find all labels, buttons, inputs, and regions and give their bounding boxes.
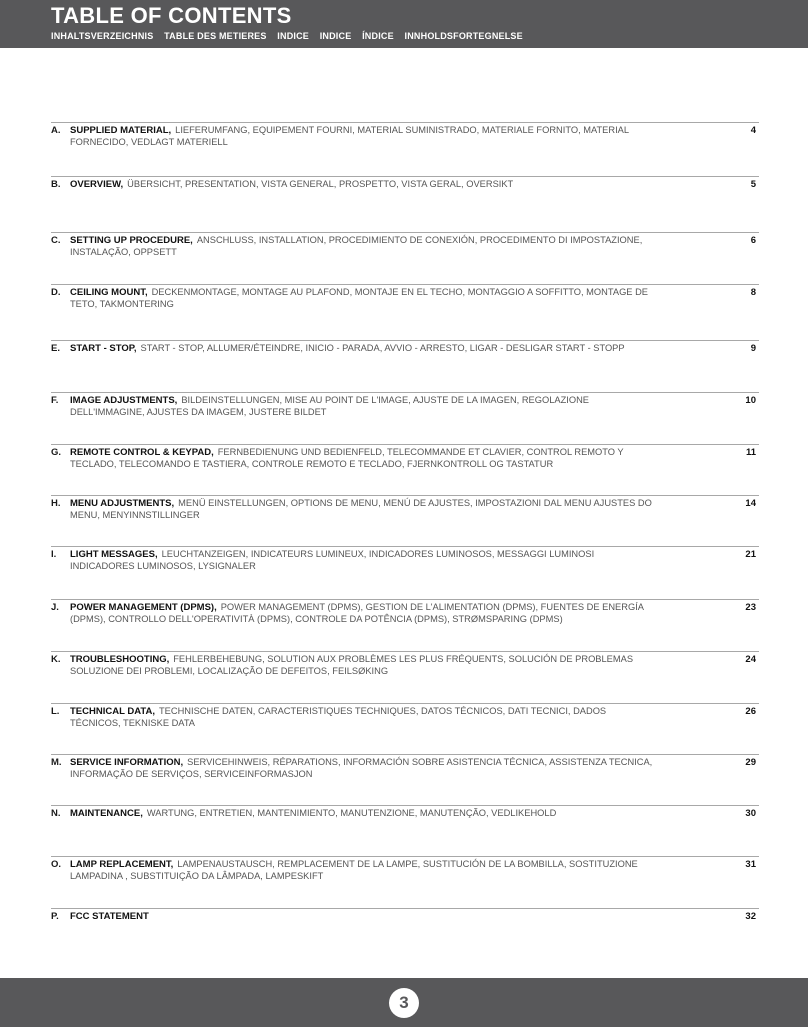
- toc-letter: B.: [51, 179, 61, 190]
- toc-letter: O.: [51, 859, 62, 870]
- toc-section-translations: BILDEINSTELLUNGEN, MISE AU POINT DE L'IMAGE, AJUSTE DE LA IMAGEN, REGOLAZIONE DELL'IMMAGINE, AJUSTES DA IMAGEM, JUSTERE BILDET: [70, 395, 589, 417]
- toc-section-title: IMAGE ADJUSTMENTS,: [70, 395, 178, 406]
- toc-section-title: OVERVIEW,: [70, 179, 124, 190]
- toc-letter: J.: [51, 602, 59, 613]
- toc-entry-text: [70, 757, 655, 780]
- toc-entry-text: [70, 498, 655, 521]
- toc-section-title: FCC STATEMENT: [70, 911, 149, 922]
- toc-entry[interactable]: [51, 754, 759, 779]
- title-translation: INNHOLDSFORTEGNELSE: [404, 31, 523, 41]
- title-translation: TABLE DES METIERES: [164, 31, 267, 41]
- toc-section-title: START - STOP,: [70, 343, 137, 354]
- toc-section-translations: WARTUNG, ENTRETIEN, MANTENIMIENTO, MANUTENZIONE, MANUTENÇÃO, VEDLIKEHOLD: [146, 808, 557, 818]
- title-translation: ÍNDICE: [362, 31, 394, 41]
- toc-letter: C.: [51, 235, 61, 246]
- toc-section-translations: ANSCHLUSS, INSTALLATION, PROCEDIMIENTO DE CONEXIÓN, PROCEDIMENTO DI IMPOSTAZIONE, INSTALAÇÃO, OPPSETT: [70, 235, 643, 257]
- toc-page-number: 6: [750, 235, 756, 246]
- toc-page-number: 30: [745, 808, 756, 819]
- toc-section-translations: ÜBERSICHT, PRESENTATION, VISTA GENERAL, PROSPETTO, VISTA GERAL, OVERSIKT: [127, 179, 514, 189]
- toc-section-translations: DECKENMONTAGE, MONTAGE AU PLAFOND, MONTAJE EN EL TECHO, MONTAGGIO A SOFFITTO, MONTAGE DE TETO, TAKMONTERING: [70, 287, 648, 309]
- toc-entry[interactable]: [51, 856, 759, 881]
- toc-letter: M.: [51, 757, 62, 768]
- title-translation: INDICE: [319, 31, 352, 41]
- toc-page-number: 8: [750, 287, 756, 298]
- toc-entry-text: [70, 125, 655, 148]
- toc-section-translations: LIEFERUMFANG, EQUIPEMENT FOURNI, MATERIAL SUMINISTRADO, MATERIALE FORNITO, MATERIAL FORNECIDO, VEDLAGT MATERIELL: [70, 125, 629, 147]
- toc-section-title: REMOTE CONTROL & KEYPAD,: [70, 447, 214, 458]
- toc-entry-text: [70, 179, 655, 191]
- toc-entry-text: [70, 447, 655, 470]
- page-number: 3: [389, 988, 419, 1018]
- toc-page-number: 10: [745, 395, 756, 406]
- toc-letter: I.: [51, 549, 57, 560]
- toc-entry[interactable]: [51, 703, 759, 728]
- toc-page-number: 32: [745, 911, 756, 922]
- toc-entry-text: [70, 549, 655, 572]
- toc-letter: H.: [51, 498, 61, 509]
- toc-letter: F.: [51, 395, 59, 406]
- toc-section-translations: TECHNISCHE DATEN, CARACTERISTIQUES TECHNIQUES, DATOS TÉCNICOS, DATI TECNICI, DADOS TÉCNICOS, TEKNISKE DATA: [70, 706, 607, 728]
- toc-section-title: TROUBLESHOOTING,: [70, 654, 170, 665]
- toc-entry[interactable]: [51, 546, 759, 571]
- toc-page-number: 26: [745, 706, 756, 717]
- toc-entry-text: [70, 706, 655, 729]
- toc-entry[interactable]: [51, 651, 759, 676]
- title-translations: [51, 31, 531, 41]
- toc-entry[interactable]: [51, 805, 759, 819]
- toc-section-title: SUPPLIED MATERIAL,: [70, 125, 172, 136]
- toc-section-title: LIGHT MESSAGES,: [70, 549, 158, 560]
- toc-page-number: 4: [750, 125, 756, 136]
- toc-entry-text: [70, 654, 655, 677]
- toc-page-number: 5: [750, 179, 756, 190]
- toc-section-title: SERVICE INFORMATION,: [70, 757, 184, 768]
- toc-section-translations: FEHLERBEHEBUNG, SOLUTION AUX PROBLÈMES LES PLUS FRÉQUENTS, SOLUCIÓN DE PROBLEMAS SOLUZIONE DEI PROBLEMI, LOCALIZAÇÃO DE DEFEITOS, FEILSØKING: [70, 654, 634, 676]
- toc-entry[interactable]: [51, 284, 759, 309]
- page-footer: [0, 978, 808, 1027]
- toc-section-title: CEILING MOUNT,: [70, 287, 148, 298]
- toc-letter: E.: [51, 343, 60, 354]
- toc-page-number: 31: [745, 859, 756, 870]
- toc-entry[interactable]: [51, 908, 759, 922]
- toc-entry[interactable]: [51, 599, 759, 624]
- page-title: TABLE OF CONTENTS: [51, 3, 292, 28]
- toc-entry-text: [70, 808, 655, 820]
- toc-letter: K.: [51, 654, 61, 665]
- toc-page-number: 24: [745, 654, 756, 665]
- toc-entry-text: [70, 235, 655, 258]
- toc-letter: L.: [51, 706, 60, 717]
- toc-page-number: 23: [745, 602, 756, 613]
- toc-entry-text: [70, 911, 655, 923]
- toc-section-translations: START - STOP, ALLUMER/ÉTEINDRE, INICIO - PARADA, AVVIO - ARRESTO, LIGAR - DESLIGAR START - STOPP: [140, 343, 625, 353]
- toc-entry[interactable]: [51, 392, 759, 417]
- toc-section-translations: SERVICEHINWEIS, RÉPARATIONS, INFORMACIÓN SOBRE ASISTENCIA TÉCNICA, ASSISTENZA TECNICA, INFORMAÇÃO DE SERVIÇOS, SERVICEINFORMASJON: [70, 757, 653, 779]
- toc-page-number: 9: [750, 343, 756, 354]
- toc-section-title: LAMP REPLACEMENT,: [70, 859, 174, 870]
- toc-entry[interactable]: [51, 340, 759, 354]
- toc-page-number: 11: [745, 447, 756, 458]
- toc-section-translations: MENÜ EINSTELLUNGEN, OPTIONS DE MENU, MENÚ DE AJUSTES, IMPOSTAZIONI DAL MENU AJUSTES DO MENU, MENYINNSTILLINGER: [70, 498, 652, 520]
- toc-entry[interactable]: [51, 444, 759, 469]
- toc-entry-text: [70, 602, 655, 625]
- toc-letter: A.: [51, 125, 61, 136]
- title-translation: INHALTSVERZEICHNIS: [51, 31, 154, 41]
- toc-entry[interactable]: [51, 495, 759, 520]
- toc-section-translations: FERNBEDIENUNG UND BEDIENFELD, TELECOMMANDE ET CLAVIER, CONTROL REMOTO Y TECLADO, TELECOMANDO E TASTIERA, CONTROLE REMOTO E TECLADO, FJERNKONTROLL OG TASTATUR: [70, 447, 624, 469]
- toc-section-title: MENU ADJUSTMENTS,: [70, 498, 175, 509]
- toc-section-title: POWER MANAGEMENT (DPMS),: [70, 602, 217, 613]
- toc-entry[interactable]: [51, 122, 759, 147]
- toc-entry-text: [70, 343, 655, 355]
- toc-page-number: 29: [745, 757, 756, 768]
- toc-letter: D.: [51, 287, 61, 298]
- toc-entry[interactable]: [51, 232, 759, 257]
- toc-page-number: 14: [745, 498, 756, 509]
- toc-page-number: 21: [745, 549, 756, 560]
- toc-entry-text: [70, 395, 655, 418]
- toc-entry-text: [70, 287, 655, 310]
- toc-letter: N.: [51, 808, 61, 819]
- toc-section-title: SETTING UP PROCEDURE,: [70, 235, 193, 246]
- toc-section-translations: POWER MANAGEMENT (DPMS), GESTION DE L'ALIMENTATION (DPMS), FUENTES DE ENERGÍA (DPMS), CONTROLLO DELL'OPERATIVITÀ (DPMS), CONTROLE DA POTÊNCIA (DPMS), STRØMSPARING (DPMS): [70, 602, 644, 624]
- toc-section-translations: LAMPENAUSTAUSCH, REMPLACEMENT DE LA LAMPE, SUSTITUCIÓN DE LA BOMBILLA, SOSTITUZIONE LAMPADINA , SUBSTITUIÇÃO DA LÂMPADA, LAMPESKIFT: [70, 859, 638, 881]
- toc-letter: P.: [51, 911, 59, 922]
- toc-letter: G.: [51, 447, 62, 458]
- toc-section-translations: LEUCHTANZEIGEN, INDICATEURS LUMINEUX, INDICADORES LUMINOSOS, MESSAGGI LUMINOSI INDICADORES LUMINOSOS, LYSIGNALER: [70, 549, 595, 571]
- toc-entry-text: [70, 859, 655, 882]
- title-translation: INDICE: [277, 31, 309, 41]
- toc-entry[interactable]: [51, 176, 759, 190]
- toc-section-title: MAINTENANCE,: [70, 808, 143, 819]
- page-header: [0, 0, 808, 48]
- toc-section-title: TECHNICAL DATA,: [70, 706, 155, 717]
